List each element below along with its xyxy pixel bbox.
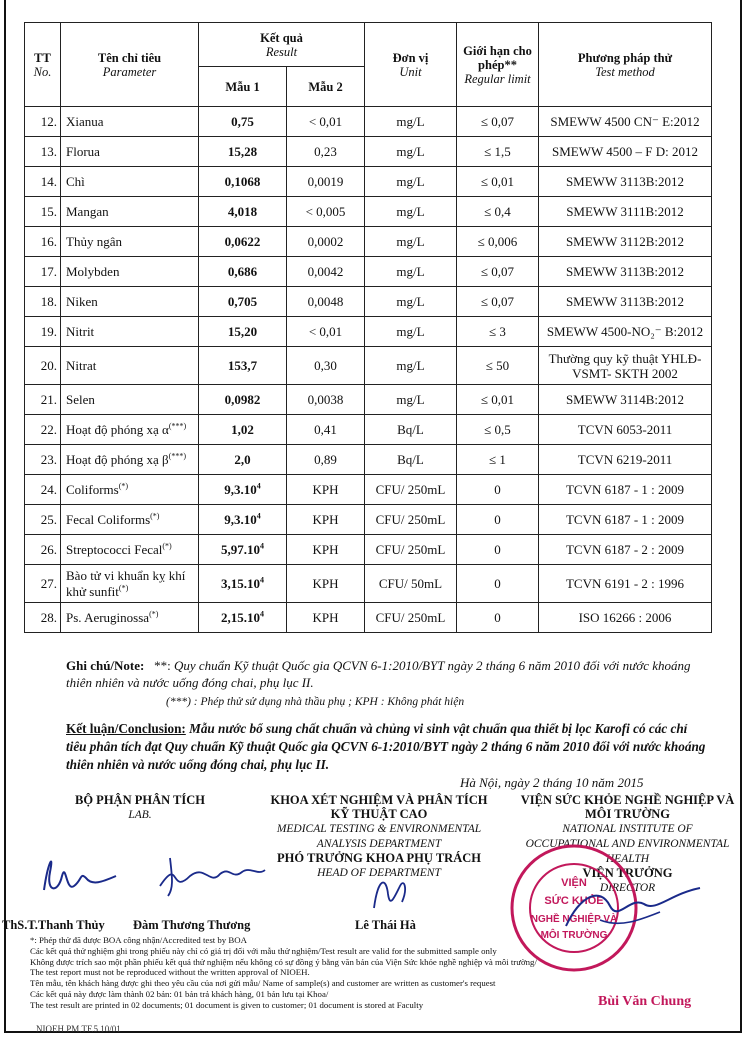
header-sample1: Mẫu 1 — [199, 67, 287, 107]
table-row — [25, 137, 712, 167]
table-row — [25, 287, 712, 317]
svg-text:SỨC KHỎE: SỨC KHỎE — [544, 895, 604, 907]
method-cell: SMEWW 3112B:2012 — [539, 227, 712, 257]
unit-cell: CFU/ 250mL — [365, 603, 457, 633]
header-limit: Giới hạn cho phép** Regular limit — [457, 23, 539, 107]
signer-name-3: Lê Thái Hà — [355, 918, 416, 932]
unit-cell: mg/L — [365, 137, 457, 167]
sample1-cell: 0,705 — [199, 287, 287, 317]
unit-cell: mg/L — [365, 227, 457, 257]
limit-cell: ≤ 0,07 — [457, 107, 539, 137]
sample2-cell: 0,0019 — [287, 167, 365, 197]
header-method: Phương pháp thử Test method — [539, 23, 712, 107]
table-row — [25, 317, 712, 347]
sample1-cell: 0,75 — [199, 107, 287, 137]
row-number: 20. — [25, 347, 61, 385]
table-row — [25, 385, 712, 415]
table-row — [25, 535, 712, 565]
sample2-cell: KPH — [287, 505, 365, 535]
limit-cell: ≤ 0,07 — [457, 257, 539, 287]
sample1-cell: 0,686 — [199, 257, 287, 287]
sample1-cell: 2,0 — [199, 445, 287, 475]
method-cell: TCVN 6187 - 2 : 2009 — [539, 535, 712, 565]
sample1-cell: 2,15.10$^4$ — [199, 603, 287, 633]
sample2-cell: 0,0002 — [287, 227, 365, 257]
signature-4 — [560, 876, 710, 936]
signature-1 — [36, 842, 126, 902]
sample1-cell: 4,018 — [199, 197, 287, 227]
sample2-cell: < 0,005 — [287, 197, 365, 227]
sample2-cell: < 0,01 — [287, 107, 365, 137]
parameter-cell: Streptococci Fecal(*) — [61, 535, 199, 565]
lab-title: BỘ PHẬN PHÂN TÍCH — [75, 793, 205, 807]
limit-cell: ≤ 1,5 — [457, 137, 539, 167]
sample1-cell: 15,28 — [199, 137, 287, 167]
notes-marker: **: — [154, 658, 171, 673]
parameter-cell: Thủy ngân — [61, 227, 199, 257]
sample1-cell: 15,20 — [199, 317, 287, 347]
footnote-line: The test result are printed in 02 documents; 01 document is given to customer; 01 document is stored at Faculty — [30, 999, 424, 1010]
method-cell: ISO 16266 : 2006 — [539, 603, 712, 633]
unit-cell: mg/L — [365, 385, 457, 415]
issue-date: Hà Nội, ngày 2 tháng 10 năm 2015 — [460, 775, 644, 790]
parameter-cell: Hoạt độ phóng xạ β(***) — [61, 445, 199, 475]
sample1-cell: 1,02 — [199, 415, 287, 445]
table-row — [25, 197, 712, 227]
limit-cell: ≤ 0,01 — [457, 385, 539, 415]
sample2-cell: < 0,01 — [287, 317, 365, 347]
sample2-cell: 0,0038 — [287, 385, 365, 415]
limit-cell: 0 — [457, 475, 539, 505]
method-cell: SMEWW 3113B:2012 — [539, 257, 712, 287]
method-cell: SMEWW 4500 CN⁻ E:2012 — [539, 107, 712, 137]
limit-cell: ≤ 1 — [457, 445, 539, 475]
institute-title: VIỆN SỨC KHỎE NGHỀ NGHIỆP VÀ MÔI TRƯỜNG — [520, 793, 735, 821]
sample2-cell: KPH — [287, 475, 365, 505]
method-cell: SMEWW 3114B:2012 — [539, 385, 712, 415]
sample2-cell: 0,0048 — [287, 287, 365, 317]
limit-cell: ≤ 0,5 — [457, 415, 539, 445]
sample1-cell: 9,3.10$^4$ — [199, 475, 287, 505]
table-row — [25, 475, 712, 505]
notes-label: Ghi chú/Note: — [66, 658, 145, 673]
limit-cell: ≤ 0,4 — [457, 197, 539, 227]
sample2-cell: 0,23 — [287, 137, 365, 167]
parameter-cell: Florua — [61, 137, 199, 167]
table-row — [25, 415, 712, 445]
sample2-cell: KPH — [287, 565, 365, 603]
table-row — [25, 505, 712, 535]
row-number: 14. — [25, 167, 61, 197]
limit-cell: ≤ 50 — [457, 347, 539, 385]
header-result: Kết quả Result — [199, 23, 365, 67]
svg-text:NGHỀ NGHIỆP VÀ: NGHỀ NGHIỆP VÀ — [530, 914, 618, 925]
method-cell: TCVN 6053-2011 — [539, 415, 712, 445]
dept-head-title-en: HEAD OF DEPARTMENT — [317, 867, 441, 879]
table-row — [25, 565, 712, 603]
row-number: 21. — [25, 385, 61, 415]
table-row — [25, 603, 712, 633]
row-number: 13. — [25, 137, 61, 167]
row-number: 18. — [25, 287, 61, 317]
table-row — [25, 167, 712, 197]
limit-cell: 0 — [457, 565, 539, 603]
conclusion-label: Kết luận/Conclusion: — [66, 721, 186, 736]
method-cell: TCVN 6191 - 2 : 1996 — [539, 565, 712, 603]
results-table — [24, 22, 712, 633]
table-row — [25, 257, 712, 287]
parameter-cell: Niken — [61, 287, 199, 317]
parameter-cell: Mangan — [61, 197, 199, 227]
row-number: 17. — [25, 257, 61, 287]
method-cell: SMEWW 3113B:2012 — [539, 167, 712, 197]
signer-name-1: ThS.T.Thanh Thủy — [2, 918, 105, 932]
footnote-line: Không được trích sao một phần phiếu kết quả thử nghiệm nếu không có sự đồng ý bằng văn bản của Viện Sức khỏe nghề nghiệp và môi trường/ — [30, 956, 537, 967]
notes-line1: Quy chuẩn Kỹ thuật Quốc gia QCVN 6-1:2010/BYT ngày 2 tháng 6 năm 2010 đối với nước khoáng thiên nhiên và nước uống đóng chai, phụ lục II. — [66, 658, 691, 690]
sample2-cell: 0,41 — [287, 415, 365, 445]
sample2-cell: 0,0042 — [287, 257, 365, 287]
unit-cell: mg/L — [365, 317, 457, 347]
sample1-cell: 0,1068 — [199, 167, 287, 197]
unit-cell: mg/L — [365, 197, 457, 227]
footnote-line: Các kết quả này được làm thành 02 bản: 01 bản trả khách hàng, 01 bản lưu tại Khoa/ — [30, 988, 329, 999]
limit-cell: ≤ 3 — [457, 317, 539, 347]
row-number: 23. — [25, 445, 61, 475]
sample1-cell: 9,3.10$^4$ — [199, 505, 287, 535]
row-number: 19. — [25, 317, 61, 347]
unit-cell: Bq/L — [365, 415, 457, 445]
table-row — [25, 107, 712, 137]
institute-title-en: NATIONAL INSTITUTE OF OCCUPATIONAL AND ENVIRONMENTAL HEALTH — [525, 823, 730, 865]
method-cell: Thường quy kỹ thuật YHLĐ-VSMT- SKTH 2002 — [539, 347, 712, 385]
row-number: 27. — [25, 565, 61, 603]
row-number: 25. — [25, 505, 61, 535]
parameter-cell: Nitrat — [61, 347, 199, 385]
dept-title: KHOA XÉT NGHIỆM VÀ PHÂN TÍCH KỸ THUẬT CAO — [270, 793, 488, 821]
signer-name-2: Đàm Thương Thương — [133, 918, 251, 932]
footnote-line: Các kết quả thử nghiệm ghi trong phiếu này chỉ có giá trị đối với mẫu thử nghiệm/Test result are valid for the submitted sample only — [30, 945, 497, 956]
notes-line2: (***) : Phép thử sử dụng nhà thầu phụ ; KPH : Không phát hiện — [166, 696, 465, 708]
table-row — [25, 227, 712, 257]
sample1-cell: 5,97.10$^4$ — [199, 535, 287, 565]
row-number: 15. — [25, 197, 61, 227]
sample2-cell: 0,89 — [287, 445, 365, 475]
unit-cell: mg/L — [365, 107, 457, 137]
footnotes — [30, 935, 590, 1011]
footnote-line: *: Phép thử đã được BOA công nhận/Accredited test by BOA — [30, 935, 247, 945]
row-number: 22. — [25, 415, 61, 445]
table-row — [25, 347, 712, 385]
unit-cell: CFU/ 50mL — [365, 565, 457, 603]
row-number: 12. — [25, 107, 61, 137]
method-cell: TCVN 6187 - 1 : 2009 — [539, 505, 712, 535]
header-sample2: Mẫu 2 — [287, 67, 365, 107]
limit-cell: 0 — [457, 505, 539, 535]
signature-3 — [364, 868, 414, 916]
parameter-cell: Selen — [61, 385, 199, 415]
method-cell: SMEWW 3111B:2012 — [539, 197, 712, 227]
unit-cell: mg/L — [365, 287, 457, 317]
signature-2 — [150, 846, 270, 902]
method-cell: SMEWW 3113B:2012 — [539, 287, 712, 317]
lab-block — [60, 793, 220, 822]
footnote-line: The test report must not be reproduced without the written approval of NIOEH. — [30, 967, 310, 978]
footer-code: NIOEH.PM.TF.5.10/01 — [36, 1024, 121, 1034]
unit-cell: CFU/ 250mL — [365, 505, 457, 535]
sample1-cell: 0,0622 — [199, 227, 287, 257]
limit-cell: ≤ 0,01 — [457, 167, 539, 197]
limit-cell: 0 — [457, 603, 539, 633]
unit-cell: Bq/L — [365, 445, 457, 475]
parameter-cell: Nitrit — [61, 317, 199, 347]
signer-name-4: Bùi Văn Chung — [598, 994, 692, 1009]
header-no: TT No. — [25, 23, 61, 107]
unit-cell: mg/L — [365, 347, 457, 385]
parameter-cell: Molybden — [61, 257, 199, 287]
header-parameter: Tên chỉ tiêu Parameter — [61, 23, 199, 107]
svg-text:VIỆN: VIỆN — [561, 877, 587, 889]
parameter-cell: Hoạt độ phóng xạ α(***) — [61, 415, 199, 445]
conclusion — [66, 720, 706, 774]
institute-head-title: VIỆN TRƯỞNG — [582, 866, 673, 880]
sample1-cell: 0,0982 — [199, 385, 287, 415]
row-number: 28. — [25, 603, 61, 633]
notes — [66, 657, 706, 691]
unit-cell: CFU/ 250mL — [365, 535, 457, 565]
method-cell: SMEWW 4500-NO₂⁻ B:2012 — [539, 317, 712, 347]
header-row — [25, 23, 712, 67]
parameter-cell: Fecal Coliforms(*) — [61, 505, 199, 535]
method-cell: SMEWW 4500 – F D: 2012 — [539, 137, 712, 167]
header-unit: Đơn vị Unit — [365, 23, 457, 107]
dept-head-title: PHÓ TRƯỞNG KHOA PHỤ TRÁCH — [277, 851, 481, 865]
sample2-cell: KPH — [287, 535, 365, 565]
sample2-cell: KPH — [287, 603, 365, 633]
sample1-cell: 3,15.10$^4$ — [199, 565, 287, 603]
limit-cell: ≤ 0,07 — [457, 287, 539, 317]
method-cell: TCVN 6187 - 1 : 2009 — [539, 475, 712, 505]
conclusion-text: Mẫu nước bổ sung chất chuẩn và chủng vi sinh vật chuẩn qua thiết bị lọc Karofi có các chỉ tiêu phân tích đạt Quy chuẩn Kỹ thuật Quốc gia QCVN 6-1:2010/BYT ngày 2 tháng 6 năm 2010 đối với nước khoáng thiên nhiên và nước uống đóng chai, phụ lục II. — [66, 721, 706, 772]
institute-head-title-en: DIRECTOR — [599, 882, 656, 894]
parameter-cell: Coliforms(*) — [61, 475, 199, 505]
parameter-cell: Xianua — [61, 107, 199, 137]
unit-cell: CFU/ 250mL — [365, 475, 457, 505]
svg-text:MÔI TRƯỜNG: MÔI TRƯỜNG — [540, 930, 608, 941]
row-number: 26. — [25, 535, 61, 565]
parameter-cell: Bào tử vi khuẩn kỵ khí khử sunfit(*) — [61, 565, 199, 603]
dept-title-en: MEDICAL TESTING & ENVIRONMENTAL ANALYSIS DEPARTMENT — [276, 823, 482, 850]
limit-cell: ≤ 0,006 — [457, 227, 539, 257]
method-cell: TCVN 6219-2011 — [539, 445, 712, 475]
sample2-cell: 0,30 — [287, 347, 365, 385]
row-number: 16. — [25, 227, 61, 257]
parameter-cell: Ps. Aeruginossa(*) — [61, 603, 199, 633]
lab-title-en: LAB. — [128, 809, 152, 821]
parameter-cell: Chì — [61, 167, 199, 197]
table-row — [25, 445, 712, 475]
limit-cell: 0 — [457, 535, 539, 565]
dept-block — [264, 793, 494, 880]
footnote-line: Tên mẫu, tên khách hàng được ghi theo yêu cầu của nơi gửi mẫu/ Name of sample(s) and customer are written as customer's request — [30, 978, 496, 989]
unit-cell: mg/L — [365, 167, 457, 197]
sample1-cell: 153,7 — [199, 347, 287, 385]
row-number: 24. — [25, 475, 61, 505]
unit-cell: mg/L — [365, 257, 457, 287]
